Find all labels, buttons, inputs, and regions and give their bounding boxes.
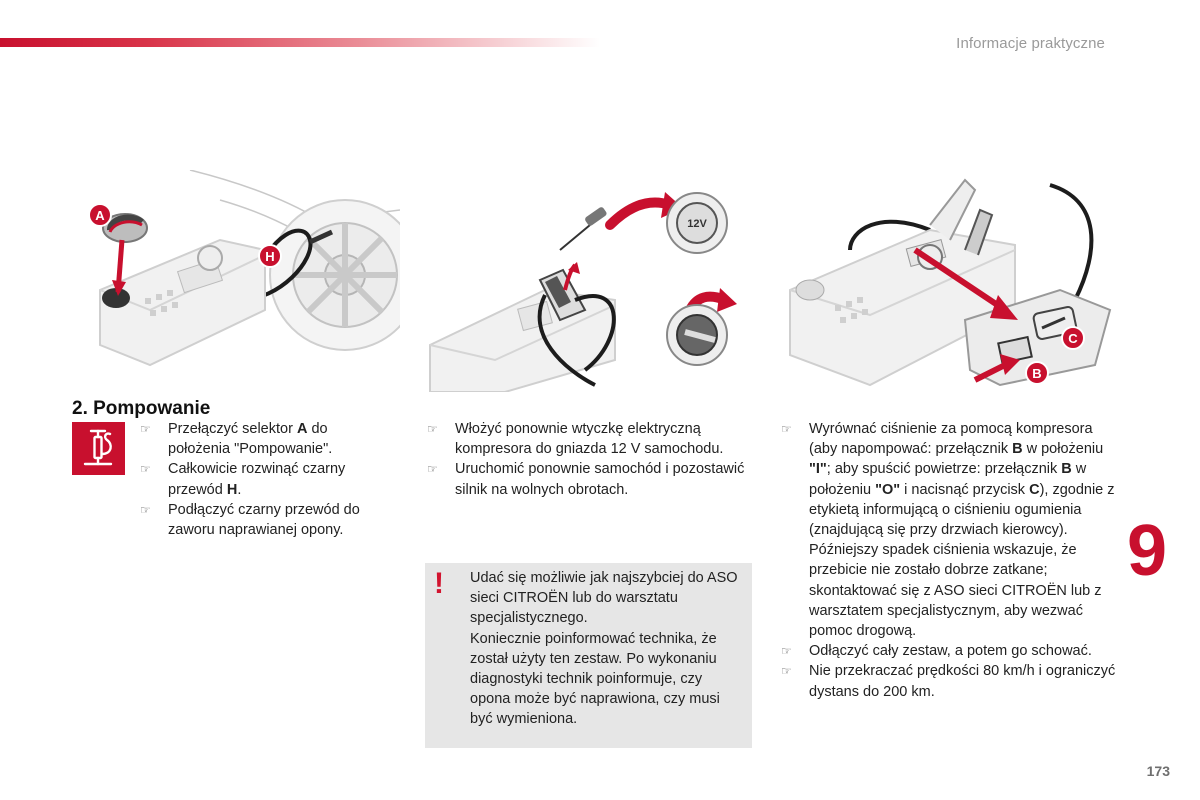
svg-text:C: C bbox=[1068, 331, 1078, 346]
illustration-pressure-switch bbox=[780, 170, 1120, 392]
instructions-column-1 bbox=[140, 419, 390, 540]
chapter-number: 9 bbox=[1127, 511, 1168, 591]
list-item: ☞ Wyrównać ciśnienie za pomocą kompresora (aby napompować: przełącznik B w położeniu "I"; aby spuścić powietrze: przełącznik B w położeniu "O" i nacisnąć przycisk C), zgodnie z etykietą informującą o ciśnieniu ogumienia (znajdującą się przy drzwiach kierowcy). Późniejszy spadek ciśnienia wskazuje, że przebicie nie zostało dobrze zatkane; skontaktować się z ASO sieci CITROËN lub z warsztatem specjalistycznym, aby wezwać pomoc drogową. bbox=[781, 421, 1115, 640]
tyre-pump-icon bbox=[72, 422, 125, 475]
list-item: ☞ Całkowicie rozwinąć czarny przewód H. bbox=[140, 461, 346, 498]
pointing-hand-icon: ☞ bbox=[140, 502, 151, 517]
wheel-drawing bbox=[270, 200, 400, 350]
socket-12v-drawing bbox=[667, 193, 727, 253]
illustration-12v-socket bbox=[425, 170, 750, 392]
pointing-hand-icon: ☞ bbox=[781, 422, 792, 436]
list-item: ☞ Włożyć ponownie wtyczkę elektryczną kompresora do gniazda 12 V samochodu. bbox=[427, 421, 724, 458]
header-accent-bar bbox=[0, 38, 600, 47]
exclamation-icon: ! bbox=[434, 567, 444, 600]
pointing-hand-icon: ☞ bbox=[140, 462, 151, 477]
instructions-column-2 bbox=[427, 419, 757, 500]
svg-text:H: H bbox=[265, 249, 275, 264]
pointing-hand-icon: ☞ bbox=[140, 422, 151, 436]
list-item: ☞ Uruchomić ponownie samochód i pozostawić silnik na wolnych obrotach. bbox=[427, 461, 745, 498]
ignition-drawing bbox=[667, 305, 727, 365]
pointing-hand-icon: ☞ bbox=[427, 422, 438, 436]
list-item: ☞ Odłączyć cały zestaw, a potem go schować. bbox=[781, 641, 1121, 661]
callout-H bbox=[259, 245, 281, 267]
callout-B bbox=[1026, 362, 1048, 384]
list-item: ☞ Przełączyć selektor A do położenia "Pompowanie". bbox=[140, 421, 333, 458]
svg-text:B: B bbox=[1032, 366, 1042, 381]
compressor-drawing bbox=[430, 290, 615, 392]
callout-A bbox=[89, 204, 111, 226]
svg-text:12V: 12V bbox=[687, 218, 707, 230]
section-header-title: Informacje praktyczne bbox=[956, 35, 1105, 52]
warning-box bbox=[425, 563, 752, 748]
section-title: 2. Pompowanie bbox=[72, 398, 211, 419]
list-item: ☞ Nie przekraczać prędkości 80 km/h i ograniczyć dystans do 200 km. bbox=[781, 663, 1116, 700]
page-number: 173 bbox=[1146, 763, 1170, 779]
pointing-hand-icon: ☞ bbox=[427, 462, 438, 477]
pointing-hand-icon: ☞ bbox=[781, 644, 792, 659]
list-item: ☞ Podłączyć czarny przewód do zaworu naprawianej opony. bbox=[140, 501, 360, 539]
pointing-hand-icon: ☞ bbox=[781, 664, 792, 679]
callout-C bbox=[1062, 327, 1084, 349]
svg-text:A: A bbox=[95, 208, 105, 223]
warning-text: Udać się możliwie jak najszybciej do ASO sieci CITROËN lub do warsztatu specjalistycznego. Koniecznie poinformować technika, że został użyty ten zestaw. Po wykonaniu diagnostyki technik poinformuje, czy opona może być naprawiona, czy musi być wymieniona. bbox=[470, 570, 738, 728]
instructions-column-3 bbox=[781, 419, 1121, 702]
illustration-selector-and-hose bbox=[70, 170, 400, 392]
